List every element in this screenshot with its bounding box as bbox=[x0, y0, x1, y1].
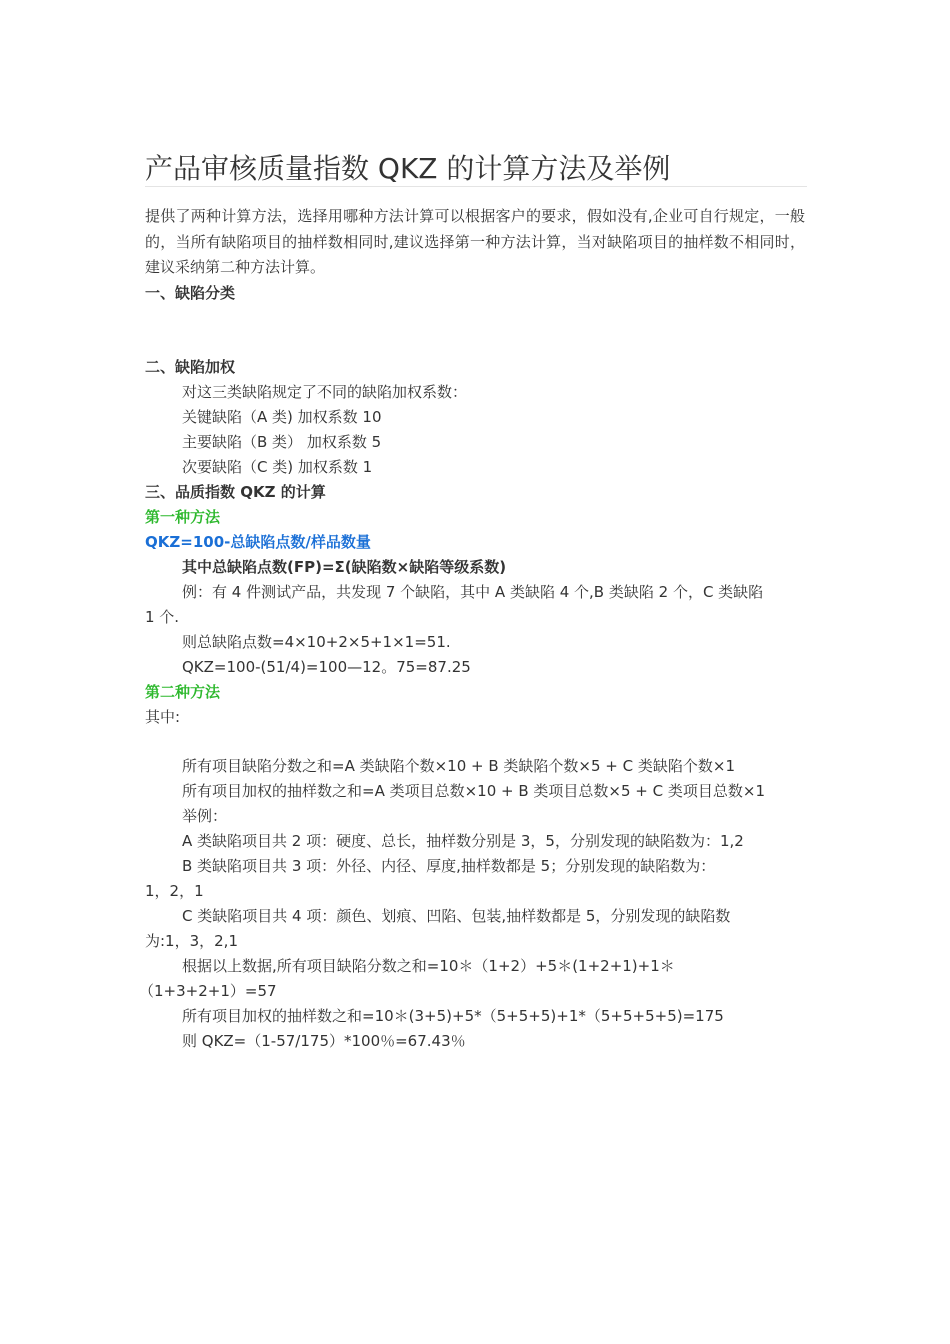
section-heading-qkz-calculation: 三、品质指数 QKZ 的计算 bbox=[145, 482, 326, 501]
weight-minor: 次要缺陷（C 类) 加权系数 1 bbox=[182, 457, 373, 476]
calc-qkz-result: 则 QKZ=（1-57/175）*100％=67.43％ bbox=[182, 1031, 466, 1050]
sum-defect-formula: 所有项目缺陷分数之和=A 类缺陷个数×10 + B 类缺陷个数×5 + C 类缺陷个数×1 bbox=[182, 756, 735, 775]
sum-sample-formula: 所有项目加权的抽样数之和=A 类项目总数×10 + B 类项目总数×5 + C 类项目总数×1 bbox=[182, 781, 765, 800]
example-one-line-2: 1 个. bbox=[145, 607, 180, 626]
section-heading-defect-weighting: 二、缺陷加权 bbox=[145, 357, 236, 376]
weights-intro: 对这三类缺陷规定了不同的缺陷加权系数： bbox=[182, 382, 468, 401]
calc-sample-sum: 所有项目加权的抽样数之和=10＊(3+5)+5*（5+5+5)+1*（5+5+5+5)=175 bbox=[182, 1006, 724, 1025]
example-b-items-line-1: B 类缺陷项目共 3 项：外径、内径、厚度,抽样数都是 5；分别发现的缺陷数为： bbox=[182, 856, 716, 875]
calc-defect-sum-line-2: （1+3+2+1）=57 bbox=[139, 981, 277, 1000]
document-title: 产品审核质量指数 QKZ 的计算方法及举例 bbox=[145, 151, 671, 185]
title-divider bbox=[145, 186, 807, 187]
example-one-fp: 则总缺陷点数=4×10+2×5+1×1=51. bbox=[182, 632, 451, 651]
weight-major: 主要缺陷（B 类） 加权系数 5 bbox=[182, 432, 382, 451]
intro-paragraph: 提供了两种计算方法，选择用哪种方法计算可以根据客户的要求，假如没有,企业可自行规定，一般的，当所有缺陷项目的抽样数相同时,建议选择第一种方法计算，当对缺陷项目的抽样数不相同时，建议采纳第二种方法计算。 bbox=[145, 207, 805, 276]
blank-space bbox=[145, 730, 805, 754]
blank-space bbox=[145, 306, 805, 355]
method-one-heading: 第一种方法 bbox=[145, 507, 221, 526]
weight-critical: 关键缺陷（A 类) 加权系数 10 bbox=[182, 407, 382, 426]
formula-one: QKZ=100-总缺陷点数/样品数量 bbox=[145, 532, 371, 551]
example-one-line-1: 例：有 4 件测试产品，共发现 7 个缺陷，其中 A 类缺陷 4 个,B 类缺陷 2 个，C 类缺陷 bbox=[182, 582, 764, 601]
section-heading-defect-classification: 一、缺陷分类 bbox=[145, 283, 236, 302]
calc-defect-sum-line-1: 根据以上数据,所有项目缺陷分数之和=10＊（1+2）+5＊(1+2+1)+1＊ bbox=[182, 956, 675, 975]
example-c-items-line-2: 为:1，3，2,1 bbox=[145, 931, 238, 950]
example-one-qkz: QKZ=100-(51/4)=100—12。75=87.25 bbox=[182, 657, 471, 676]
example-a-items: A 类缺陷项目共 2 项：硬度、总长，抽样数分别是 3，5，分别发现的缺陷数为：1,2 bbox=[182, 831, 744, 850]
method-two-among: 其中: bbox=[145, 707, 181, 726]
formula-one-fp: 其中总缺陷点数(FP)=Σ(缺陷数×缺陷等级系数) bbox=[182, 557, 507, 576]
example-c-items-line-1: C 类缺陷项目共 4 项：颜色、划痕、凹陷、包装,抽样数都是 5，分别发现的缺陷数 bbox=[182, 906, 731, 925]
example-b-items-line-2: 1，2，1 bbox=[145, 881, 204, 900]
document-body bbox=[139, 204, 805, 1054]
example-two-label: 举例： bbox=[182, 806, 228, 825]
method-two-heading: 第二种方法 bbox=[145, 682, 221, 701]
